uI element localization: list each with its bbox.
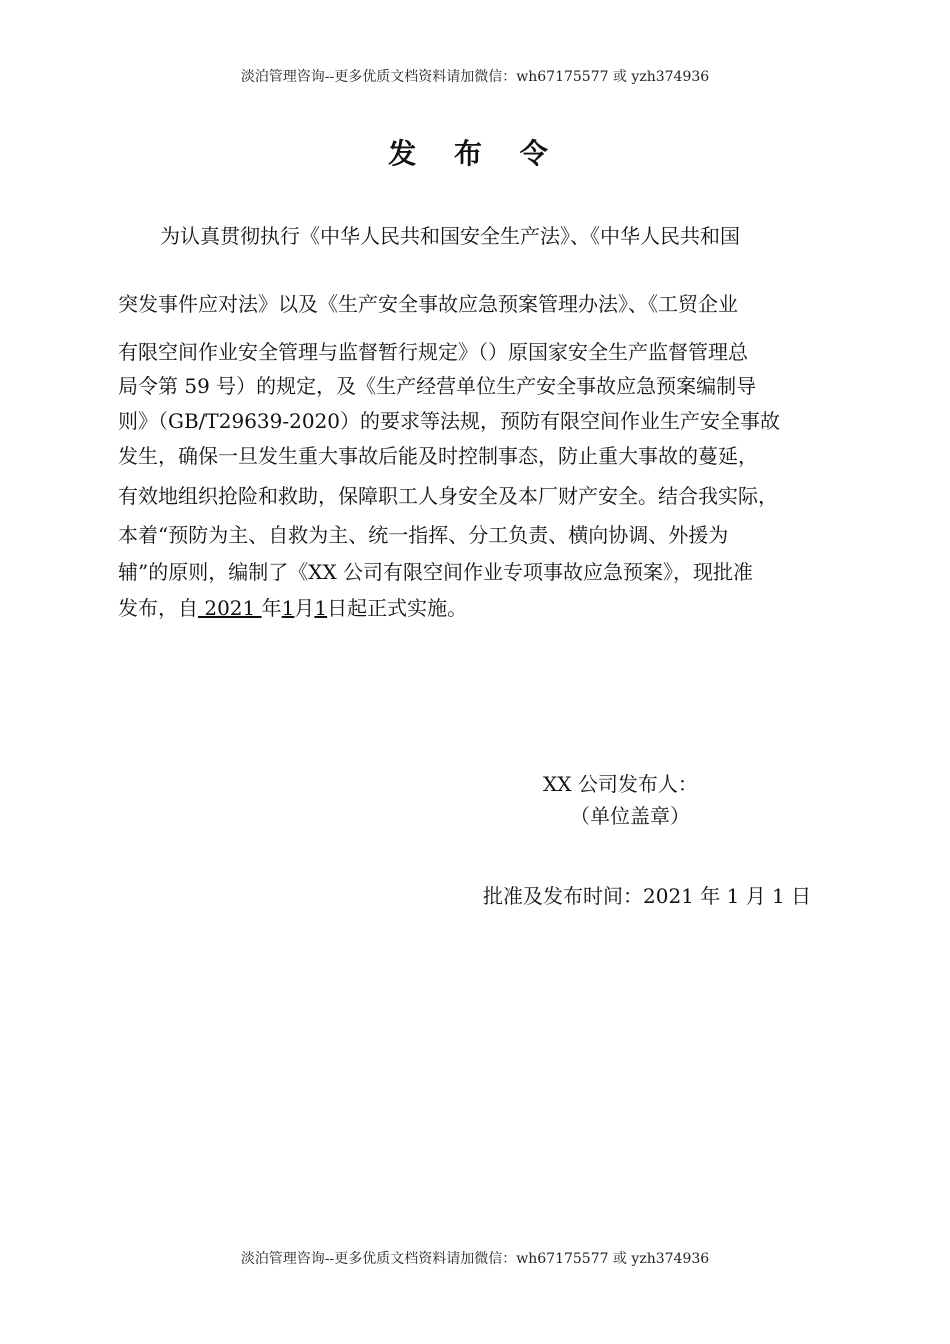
body-line: 发生，确保一旦发生重大事故后能及时控制事态，防止重大事故的蔓延， [118, 444, 758, 468]
body-line: 突发事件应对法》以及《生产安全事故应急预案管理办法》、《工贸企业 [118, 292, 738, 316]
seal-label: （单位盖章） [570, 804, 690, 828]
body-line: 辅”的原则，编制了《XX 公司有限空间作业专项事故应急预案》，现批准 [118, 560, 754, 584]
body-line: 本着“预防为主、自救为主、统一指挥、分工负责、横向协调、外援为 [118, 523, 729, 547]
body-line: 有限空间作业安全管理与监督暂行规定》（）原国家安全生产监督管理总 [118, 340, 748, 364]
body-line: 则》（GB/T29639-2020）的要求等法规，预防有限空间作业生产安全事故 [118, 409, 781, 433]
body-line-last [118, 592, 838, 621]
page-title: 发 布 令 [388, 137, 562, 170]
date-suffix: 日起正式实施。 [327, 596, 468, 620]
effective-month: 1 [281, 596, 295, 620]
body-line: 有效地组织抢险和救助，保障职工人身安全及本厂财产安全。结合我实际， [118, 484, 778, 508]
publish-date: 批准及发布时间：2021 年 1 月 1 日 [483, 884, 812, 908]
publisher-label: XX 公司发布人： [543, 772, 698, 796]
effective-year: 2021 [198, 596, 262, 620]
date-prefix: 发布，自 [118, 596, 198, 620]
body-line: 为认真贯彻执行《中华人民共和国安全生产法》、《中华人民共和国 [160, 224, 740, 248]
body-line: 局令第 59 号）的规定，及《生产经营单位生产安全事故应急预案编制导 [118, 374, 757, 398]
page-footer: 淡泊管理咨询--更多优质文档资料请加微信：wh67175577 或 yzh374936 [240, 1251, 710, 1267]
year-unit: 年 [261, 596, 282, 620]
page-header: 淡泊管理咨询--更多优质文档资料请加微信：wh67175577 或 yzh374936 [240, 69, 710, 85]
effective-day: 1 [314, 596, 328, 620]
month-unit: 月 [294, 596, 315, 620]
